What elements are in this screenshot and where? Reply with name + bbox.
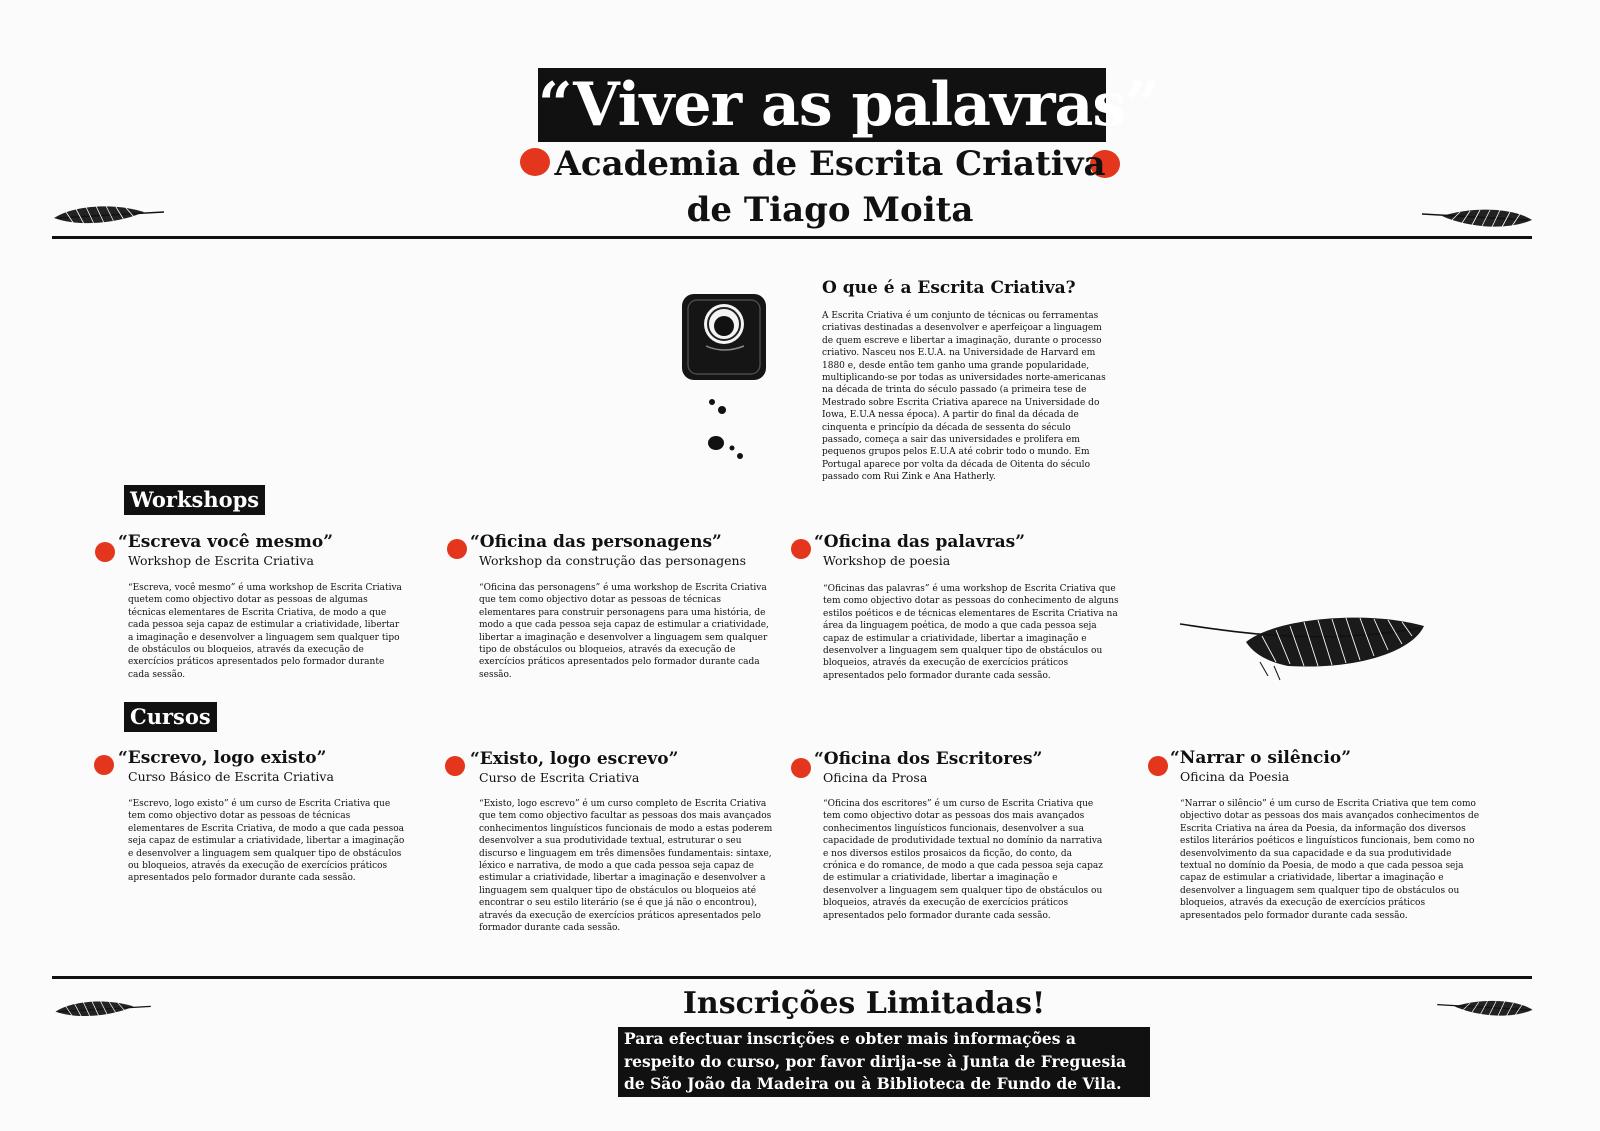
- quill-icon: [1418, 204, 1534, 234]
- red-dot-icon: [1148, 756, 1168, 776]
- course-subtitle: Oficina da Poesia: [1180, 769, 1290, 784]
- quill-icon: [52, 200, 168, 230]
- course-subtitle: Curso de Escrita Criativa: [479, 770, 640, 785]
- red-dot-icon: [791, 758, 811, 778]
- red-dot-icon: [447, 539, 467, 559]
- red-dot-icon: [95, 542, 115, 562]
- course-body: “Oficina dos escritores” é um curso de Escrita Criativa que tem como objectivo dotar as pessoas dos mais avançados conhecimentos linguísticos funcionais, desenvolver a sua capacidade de produtividade textual no domínio da narrativa e nos diversos estilos prosaicos da ficção, do conto, da crónica e do romance, de modo a que cada pessoa seja capaz de estimular a criatividade, libertar a imaginação e desenvolver a linguagem sem qualquer tipo de obstáculos ou bloqueios, através da execução de exercícios práticos apresentados pelo formador durante cada sessão.: [823, 799, 1103, 921]
- course-subtitle: Oficina da Prosa: [823, 770, 928, 785]
- limited-registrations: Inscrições Limitadas!: [682, 986, 1046, 1021]
- academy-name: Academia de Escrita Criativa: [554, 144, 1106, 184]
- workshops-label: Workshops: [124, 485, 265, 515]
- quill-icon: [1432, 996, 1536, 1022]
- course-body: “Existo, logo escrevo” é um curso completo de Escrita Criativa que tem como objectivo facultar as pessoas dos mais avançados conhecimentos linguísticos funcionais de modo a estas poderem desenvolver a sua produtividade textual, estruturar o seu discurso e linguagem em três dimensões fundamentais: sintaxe, léxico e narrativa, de modo a que cada pessoa seja capaz de estimular a criatividade, libertar a imaginação e desenvolver a linguagem sem qualquer tipo de obstáculos ou bloqueios até encontrar o seu estilo literário (se é que já não o encontrou), através da execução de exercícios práticos apresentados pelo formador durante cada sessão.: [479, 799, 773, 934]
- workshop-title: “Oficina das personagens”: [470, 532, 722, 552]
- workshop-title: “Escreva você mesmo”: [118, 532, 334, 552]
- header-divider: [52, 236, 1532, 239]
- intro-body: A Escrita Criativa é um conjunto de técnicas ou ferramentas criativas destinadas a desenvolver e aperfeiçoar a linguagem de quem escreve e libertar a imaginação, durante o processo criativo. Nasceu nos E.U.A. na Universidade de Harvard em 1880 e, desde então tem ganho uma grande popularidade, multiplicando-se por todas as universidades norte-americanas na década de trinta do século passado (a primeira tese de Mestrado sobre Escrita Criativa aparece na Universidade do Iowa, E.U.A nessa época). A partir do final da década de cinquenta e princípio da década de sessenta do século passado, começa a sair das universidades e prolifera em pequenos grupos pelos E.U.A até cobrir todo o mundo. Em Portugal aparece por volta da década de Oitenta do século passado com Rui Zink e Ana Hatherly.: [822, 311, 1106, 483]
- red-dot-icon: [445, 756, 465, 776]
- workshop-title: “Oficina das palavras”: [814, 532, 1026, 552]
- workshop-body: “Oficinas das palavras” é uma workshop de Escrita Criativa que tem como objectivo dotar as pessoas do conhecimento de alguns estilos poéticos e de técnicas elementares de Escrita Criativa na área da linguagem poética, de modo a que cada pessoa seja capaz de estimular a criatividade, libertar a imaginação e desenvolver a linguagem sem qualquer tipo de obstáculos ou bloqueios, através da execução de exercícios práticos apresentados pelo formador durante cada sessão.: [823, 584, 1119, 681]
- workshop-body: “Escreva, você mesmo” é uma workshop de Escrita Criativa quetem como objectivo dotar as pessoas de algumas técnicas elementares de Escrita Criativa, de modo a que cada pessoa seja capaz de estimular a criatividade, libertar a imaginação e desenvolver a linguagem sem qualquer tipo de obstáculos ou bloqueios, através da execução de exercícios práticos apresentados pelo formador durante cada sessão.: [128, 583, 402, 680]
- footer-divider: [52, 976, 1532, 979]
- course-body: “Escrevo, logo existo” é um curso de Escrita Criativa que tem como objectivo dotar as pessoas de técnicas elementares de Escrita Criativa, de modo a que cada pessoa seja capaz de estimular a criatividade, libertar a imaginação e desenvolver a linguagem sem qualquer tipo de obstáculos ou bloqueios, através da execução de exercícios práticos apresentados pelo formador durante cada sessão.: [128, 799, 405, 884]
- workshop-subtitle: Workshop da construção das personagens: [479, 553, 746, 568]
- contact-info: Para efectuar inscrições e obter mais informações a respeito do curso, por favor dirija-se à Junta de Freguesia de São João da Madeira ou à Biblioteca de Fundo de Vila.: [618, 1027, 1150, 1097]
- course-title: “Escrevo, logo existo”: [118, 748, 327, 768]
- red-dot-icon: [791, 539, 811, 559]
- course-body: “Narrar o silêncio” é um curso de Escrita Criativa que tem como objectivo dotar as pessoas dos mais avançados conhecimentos de Escrita Criativa na área da Poesia, da informação dos diversos estilos literários poéticos e linguísticos funcionais, bem como no desenvolvimento da sua capacidade e da sua produtividade textual no domínio da Poesia, de modo a que cada pessoa seja capaz de estimular a criatividade, libertar a imaginação e desenvolver a linguagem sem qualquer tipo de obstáculos ou bloqueios, através da execução de exercícios práticos apresentados pelo formador durante cada sessão.: [1180, 799, 1480, 921]
- quill-icon: [1176, 612, 1426, 682]
- quill-icon: [52, 996, 156, 1022]
- course-title: “Narrar o silêncio”: [1170, 748, 1351, 768]
- course-title: “Existo, logo escrevo”: [470, 749, 679, 769]
- academy-author: de Tiago Moita: [686, 190, 974, 230]
- red-dot-icon: [94, 755, 114, 775]
- course-title: “Oficina dos Escritores”: [814, 749, 1043, 769]
- poster-title: “Viver as palavras”: [538, 70, 1159, 140]
- workshop-body: “Oficina das personagens” é uma workshop de Escrita Criativa que tem como objectivo dotar as pessoas de técnicas elementares para construir personagens para uma história, de modo a que cada pessoa seja capaz de estimular a criatividade, libertar a imaginação e desenvolver a linguagem sem qualquer tipo de obstáculos ou bloqueios, através da execução de exercícios práticos apresentados pelo formador durante cada sessão.: [479, 583, 769, 680]
- courses-label: Cursos: [124, 702, 217, 732]
- course-subtitle: Curso Básico de Escrita Criativa: [128, 769, 334, 784]
- workshop-subtitle: Workshop de Escrita Criativa: [128, 553, 314, 568]
- intro-heading: O que é a Escrita Criativa?: [822, 278, 1076, 298]
- inkwell-icon: [676, 290, 776, 470]
- workshop-subtitle: Workshop de poesia: [823, 553, 951, 568]
